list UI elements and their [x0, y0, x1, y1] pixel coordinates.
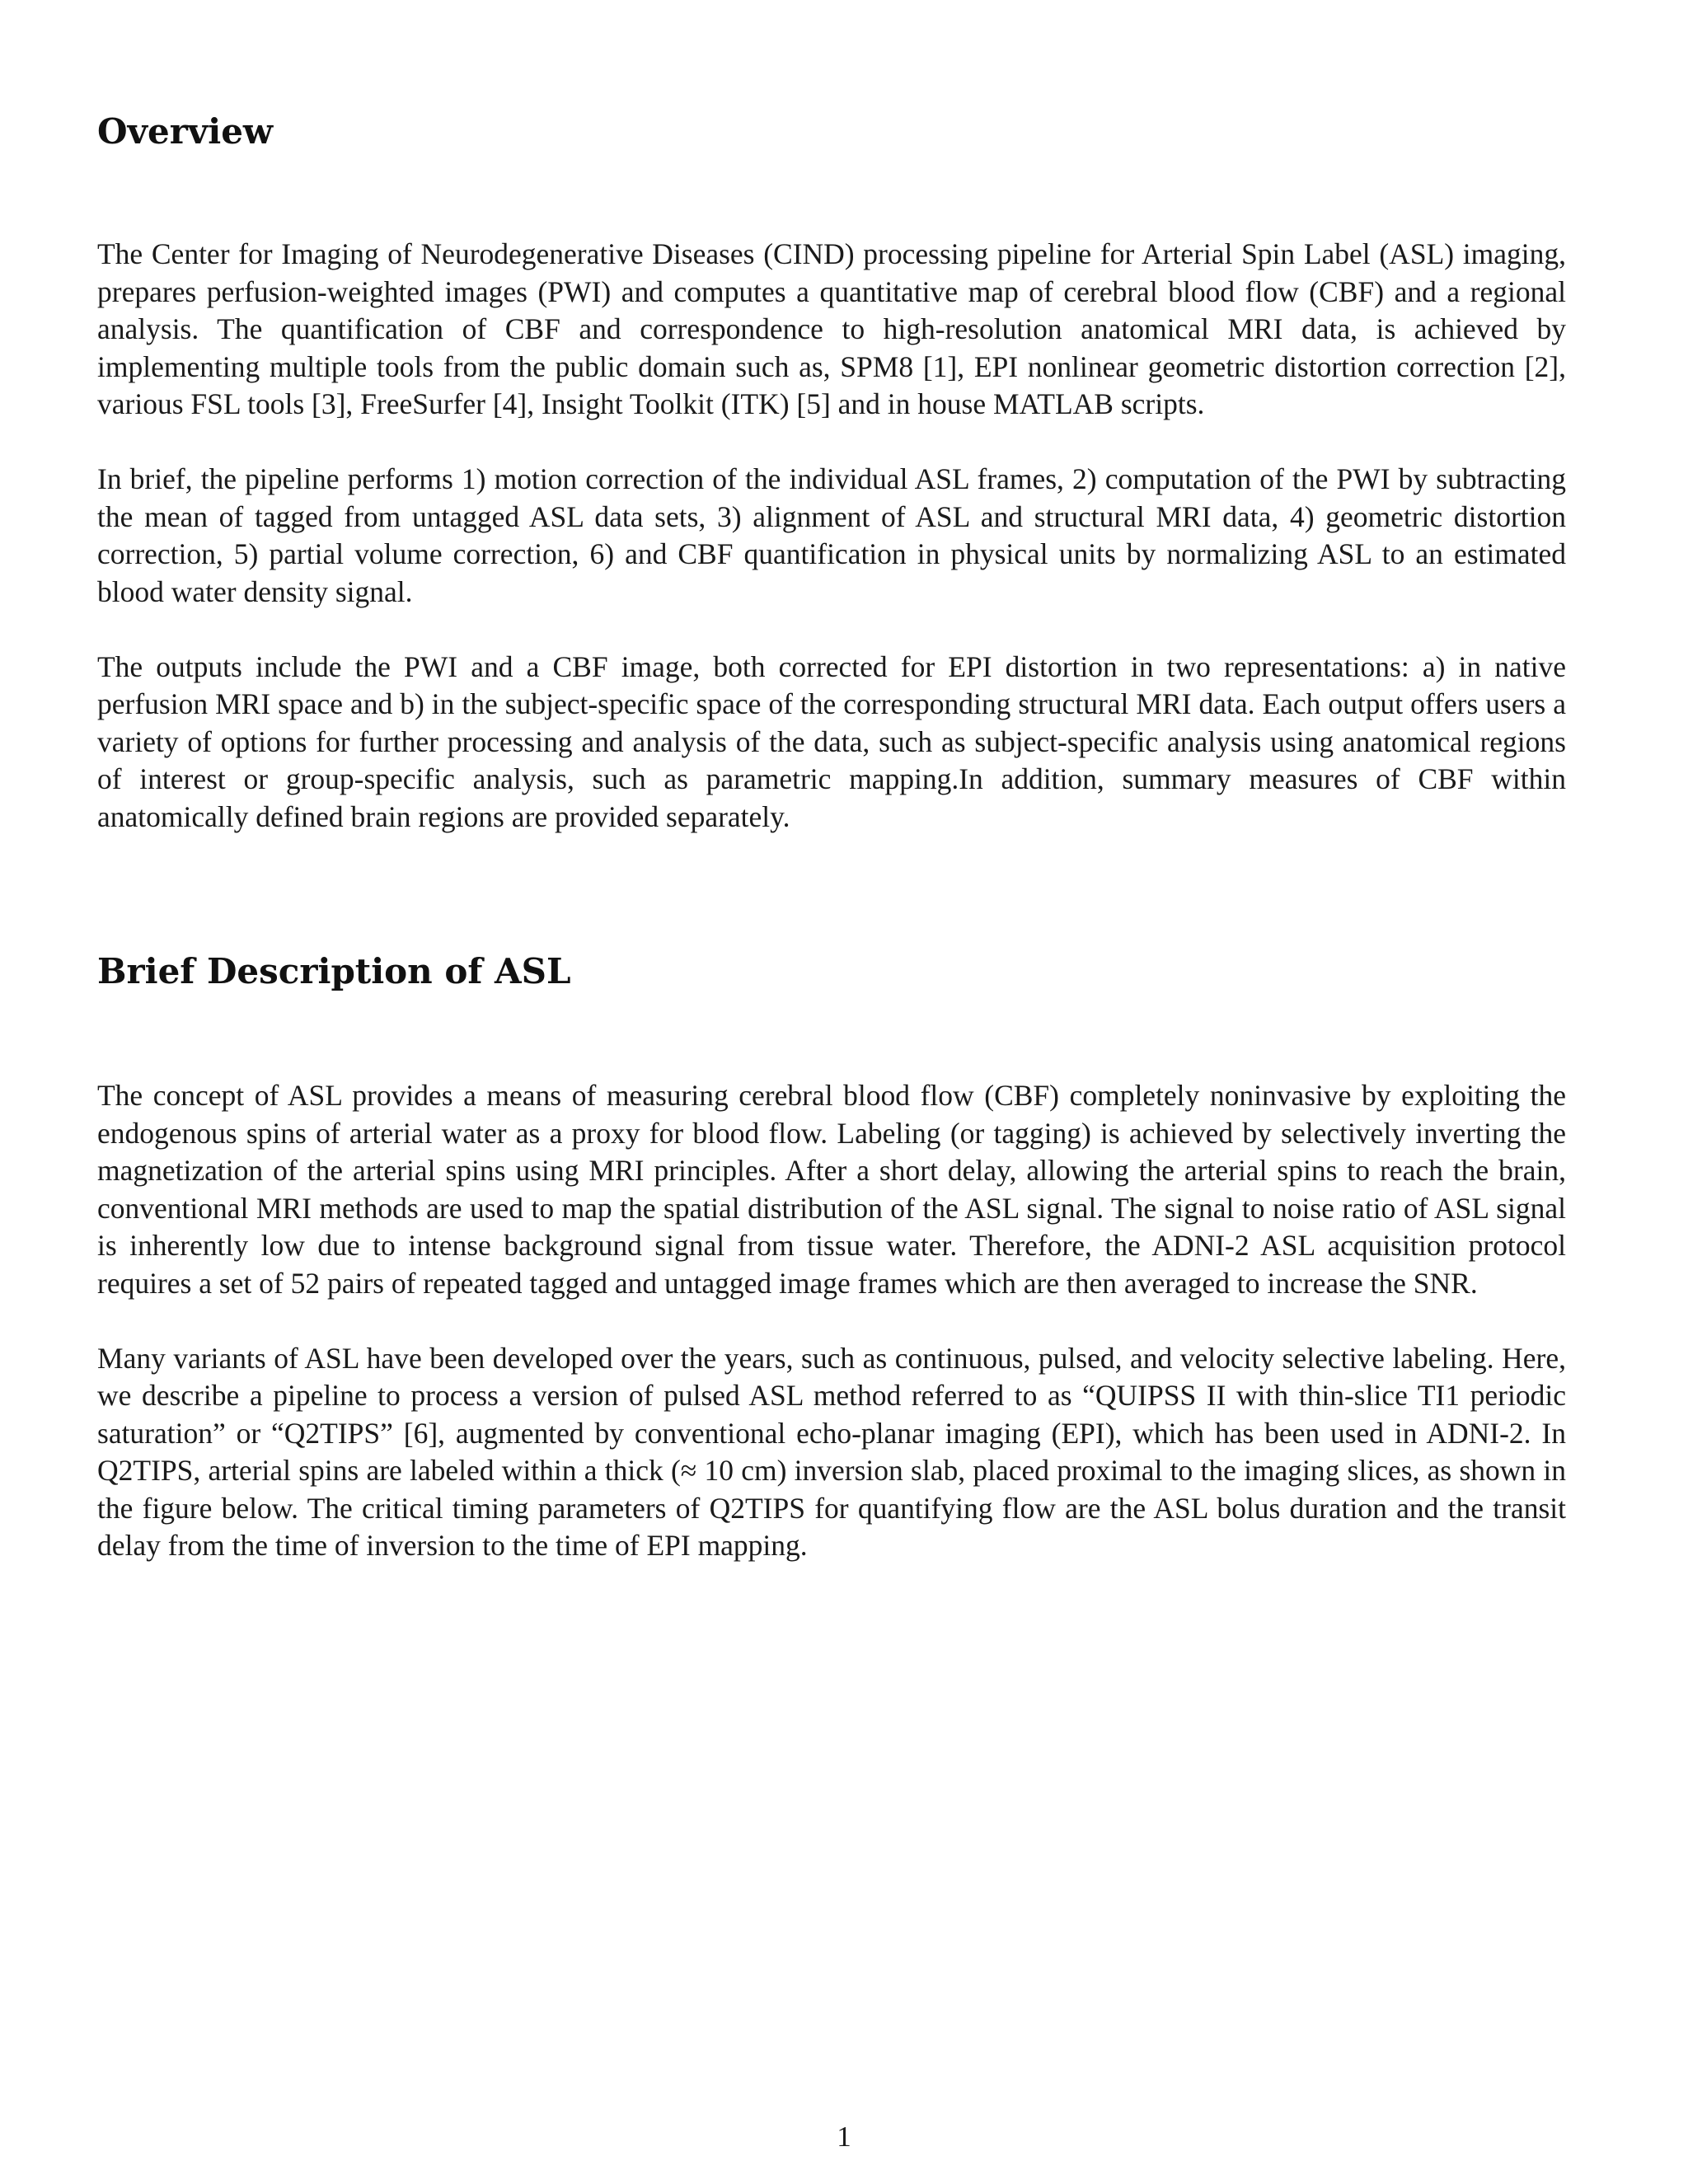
title-spacer — [97, 995, 1566, 1077]
page-number: 1 — [837, 2121, 851, 2153]
section-title-asl-description: Brief Description of ASL — [97, 951, 571, 991]
overview-paragraph-3: The outputs include the PWI and a CBF image, both corrected for EPI distortion in two representations: a) in native perfusion MRI space and b) in the subject-specific space of the corresponding structural MRI data. Each output offers users a variety of options for further processing and analysis of the data, such as subject-specific analysis using anatomical regions of interest or group-specific analysis, such as parametric mapping.In addition, summary measures of CBF within anatomically defined brain regions are provided separately. — [97, 649, 1566, 833]
asl-paragraph-1: The concept of ASL provides a means of measuring cerebral blood flow (CBF) completely noninvasive by exploiting the endogenous spins of arterial water as a proxy for blood flow. Labeling (or tagging) is achieved by selectively inverting the magnetization of the arterial spins using MRI principles. After a short delay, allowing the arterial spins to reach the brain, conventional MRI methods are used to map the spatial distribution of the ASL signal. The signal to noise ratio of ASL signal is inherently low due to intense background signal from tissue water. Therefore, the ADNI-2 ASL acquisition protocol requires a set of 52 pairs of repeated tagged and untagged image frames which are then averaged to increase the SNR. — [97, 1079, 1566, 1300]
asl-paragraph-2: Many variants of ASL have been developed over the years, such as continuous, pulsed, and velocity selective labeling. Here, we describe a pipeline to process a version of pulsed ASL method referred to as “QUIPSS II with thin-slice TI1 periodic saturation” or “Q2TIPS” [6], augmented by conventional echo-planar imaging (EPI), which has been used in ADNI-2. In Q2TIPS, arterial spins are labeled within a thick (≈ 10 cm) inversion slab, placed proximal to the imaging slices, as shown in the figure below. The critical timing parameters of Q2TIPS for quantifying flow are the ASL bolus duration and the transit delay from the time of inversion to the time of EPI mapping. — [97, 1341, 1566, 1562]
section-asl-description — [97, 949, 1566, 1565]
section-title-overview: Overview — [97, 111, 274, 152]
title-spacer — [97, 155, 1566, 236]
overview-paragraph-2: In brief, the pipeline performs 1) motion correction of the individual ASL frames, 2) computation of the PWI by subtracting the mean of tagged from untagged ASL data sets, 3) alignment of ASL and structural MRI data, 4) geometric distortion correction, 5) partial volume correction, 6) and CBF quantification in physical units by normalizing ASL to an estimated blood water density signal. — [97, 462, 1566, 608]
section-overview — [97, 109, 1566, 836]
overview-paragraph-1: The Center for Imaging of Neurodegenerative Diseases (CIND) processing pipeline for Arterial Spin Label (ASL) imaging, prepares perfusion-weighted images (PWI) and computes a quantitative map of cerebral blood flow (CBF) and a regional analysis. The quantification of CBF and correspondence to high-resolution anatomical MRI data, is achieved by implementing multiple tools from the public domain such as, SPM8 [1], EPI nonlinear geometric distortion correction [2], various FSL tools [3], FreeSurfer [4], Insight Toolkit (ITK) [5] and in house MATLAB scripts. — [97, 237, 1566, 420]
